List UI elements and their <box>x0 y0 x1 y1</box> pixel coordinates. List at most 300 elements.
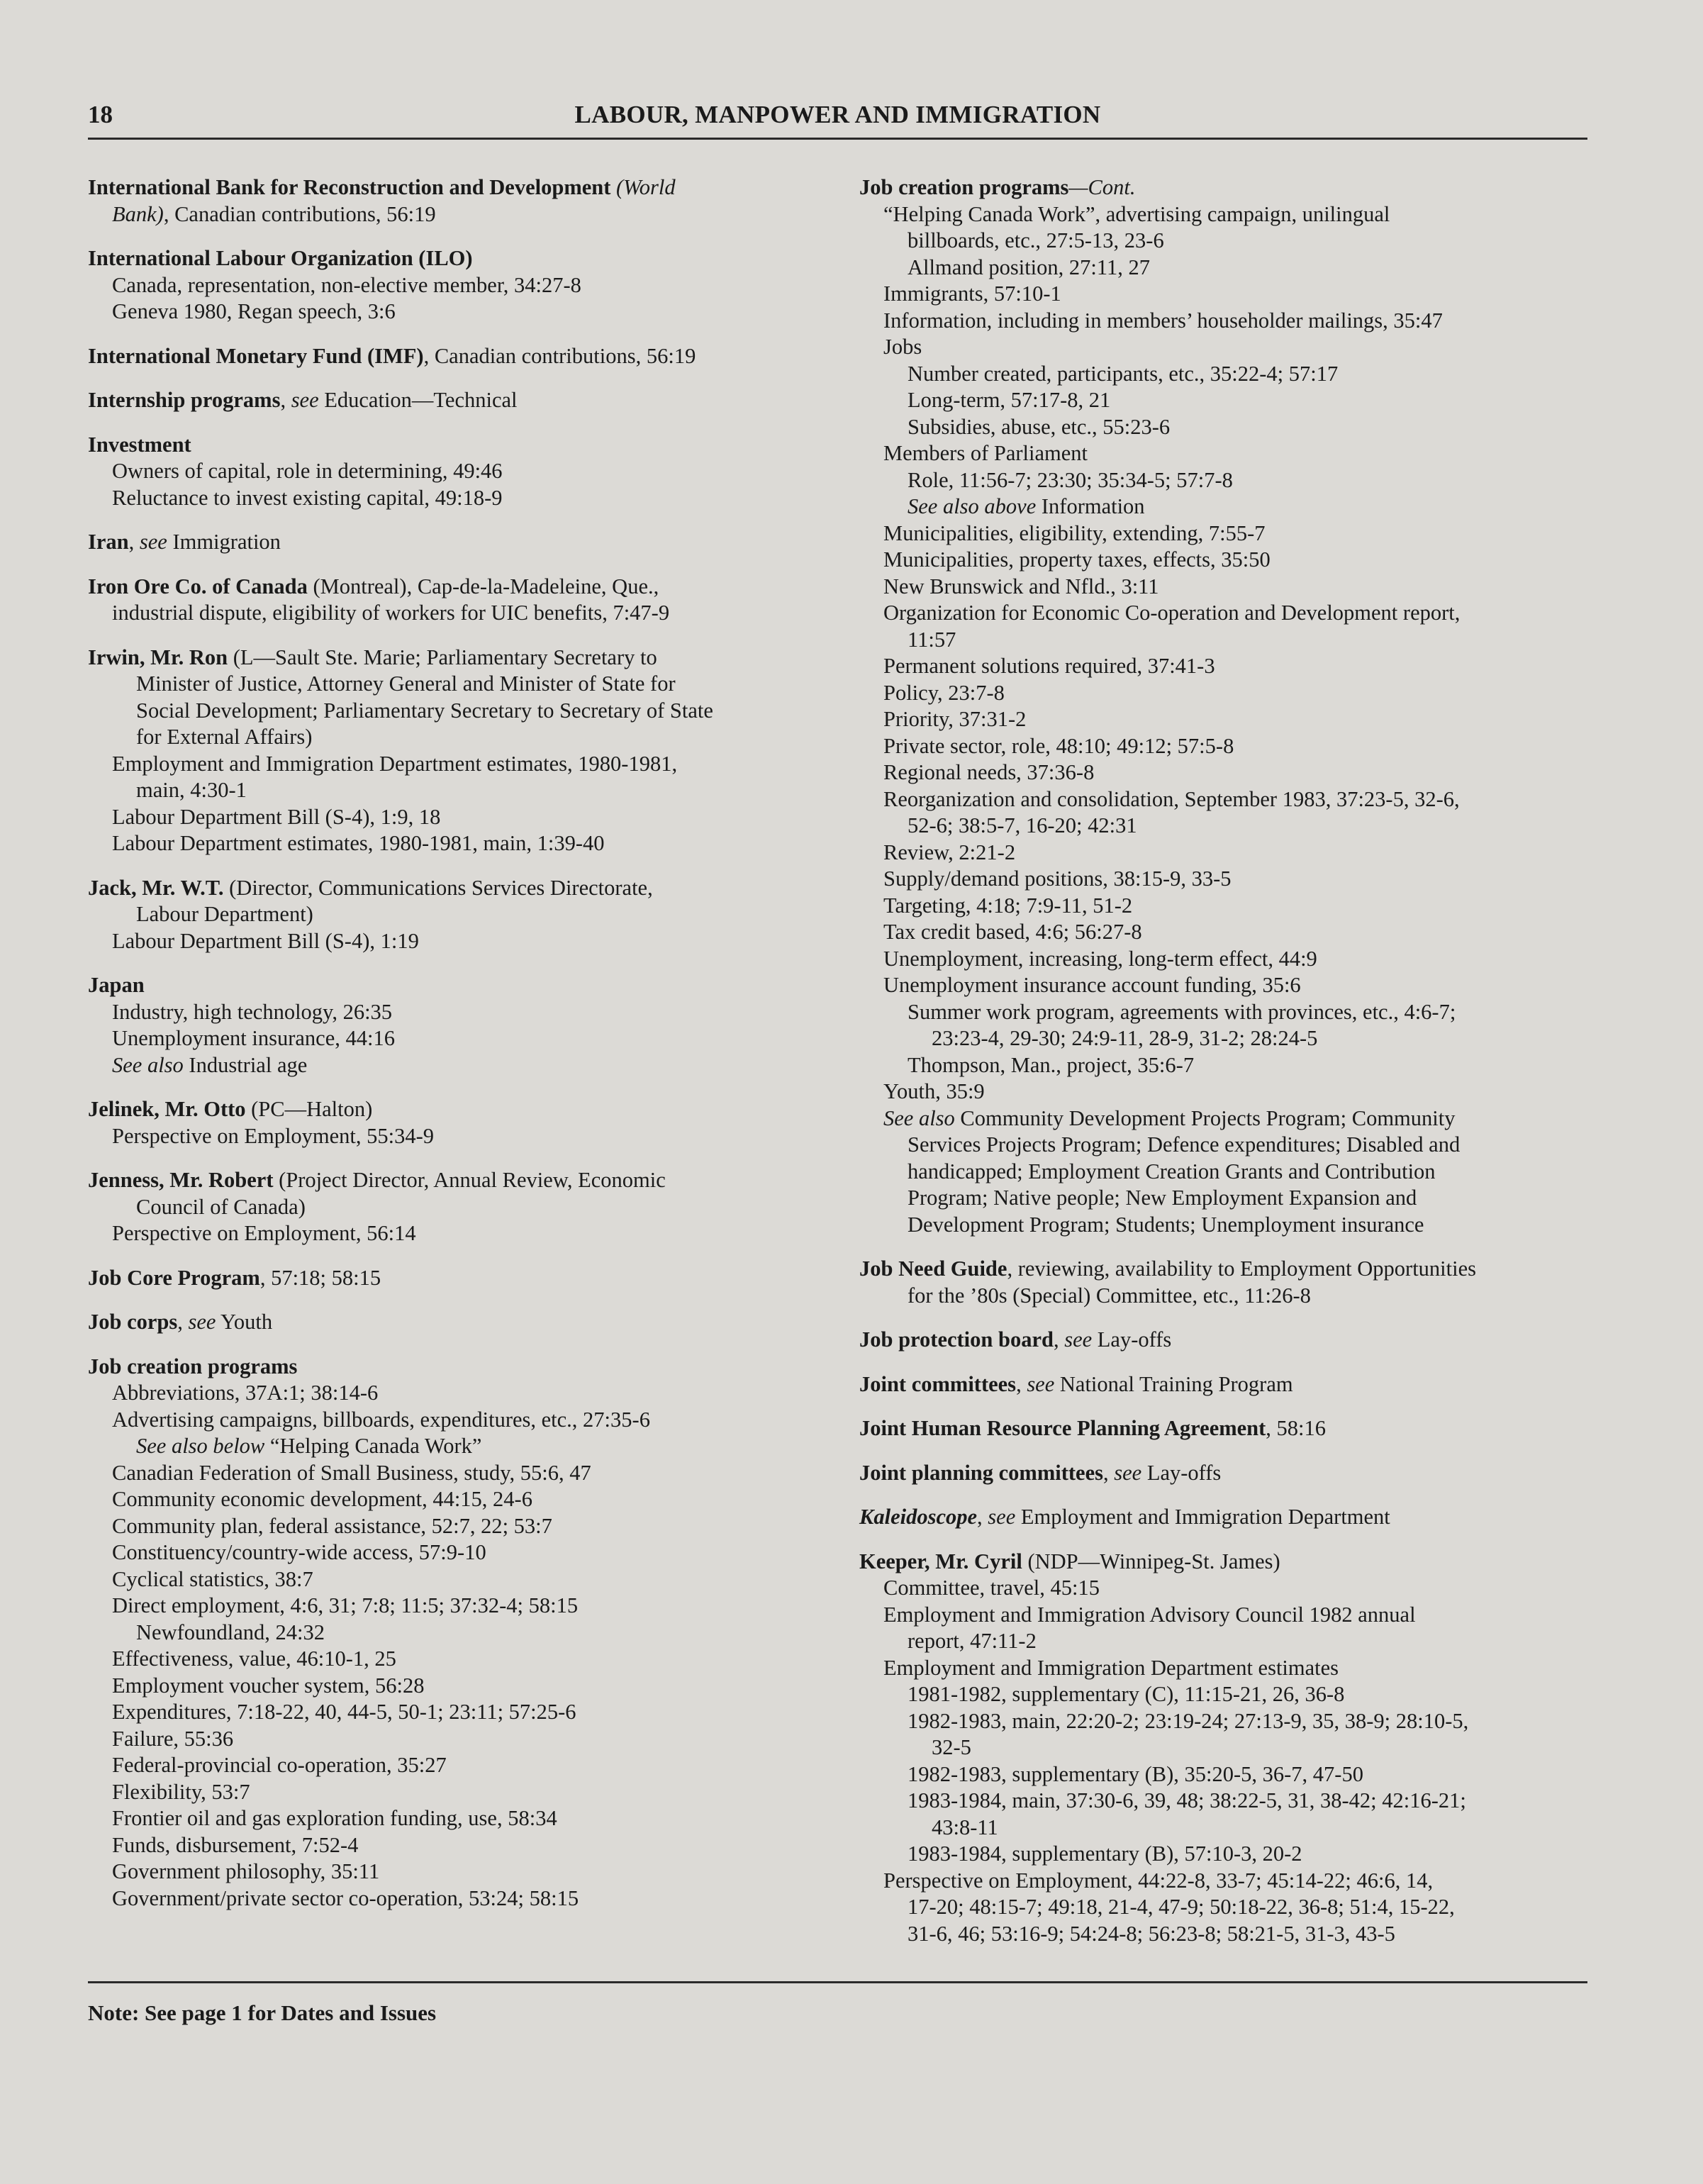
entry-cross-ref: see <box>188 1310 216 1334</box>
entry-text: Reluctance to invest existing capital, 49:18-9 <box>112 485 503 510</box>
entry-text: (PC—Halton) <box>245 1097 373 1121</box>
entry-text: , 58:16 <box>1266 1416 1327 1440</box>
entry-text: for External Affairs) <box>136 725 313 749</box>
entry-text: Owners of capital, role in determining, 49:46 <box>112 459 503 483</box>
entry-subline <box>88 1859 839 1885</box>
entry-text: Council of Canada) <box>136 1194 306 1219</box>
entry-text: , 57:18; 58:15 <box>259 1265 381 1290</box>
entry-subline <box>859 467 1590 494</box>
entry-text: Thompson, Man., project, 35:6-7 <box>908 1052 1195 1077</box>
entry-text: (Project Director, Annual Review, Economic <box>273 1168 666 1192</box>
entry-subline <box>859 946 1590 973</box>
entry-cross-ref: See also <box>112 1052 184 1077</box>
entry-subline <box>88 751 839 778</box>
entry-subline <box>88 1123 839 1150</box>
entry-term: Job Core Program <box>88 1265 260 1290</box>
entry-subline <box>859 1079 1590 1105</box>
entry-text: Number created, participants, etc., 35:22-4; 57:17 <box>908 361 1339 386</box>
entry-text: 31-6, 46; 53:16-9; 54:24-8; 56:23-8; 58:21-5, 31-3, 43-5 <box>908 1921 1395 1946</box>
entry-text: , <box>280 388 291 412</box>
entry-text: 43:8-11 <box>932 1815 998 1839</box>
entry-heading-line <box>88 875 839 902</box>
index-entry <box>88 1096 839 1149</box>
page-header <box>88 98 1587 140</box>
entry-subline <box>859 201 1590 228</box>
entry-text: Canada, representation, non-elective member, 34:27-8 <box>112 272 581 297</box>
entry-term: Keeper, Mr. Cyril <box>859 1549 1022 1573</box>
entry-heading-line <box>88 1354 839 1381</box>
entry-subline <box>859 1868 1590 1895</box>
entry-subline <box>88 1699 839 1726</box>
entry-term: Job Need Guide <box>859 1257 1007 1281</box>
entry-text: report, 47:11-2 <box>908 1629 1037 1653</box>
entry-subline <box>88 1805 839 1832</box>
entry-subline <box>88 299 839 325</box>
entry-text: Priority, 37:31-2 <box>883 707 1027 731</box>
entry-heading-line <box>88 1309 839 1336</box>
entry-text: “Helping Canada Work” <box>264 1434 482 1458</box>
entry-cross-ref: See also below <box>136 1434 265 1458</box>
entry-subline <box>859 334 1590 361</box>
entry-subline <box>88 1726 839 1753</box>
entry-text: National Training Program <box>1054 1371 1293 1396</box>
entry-heading-line <box>88 574 839 601</box>
entry-text: , Canadian contributions, 56:19 <box>163 201 436 226</box>
entry-text: Employment and Immigration Department estimates <box>883 1655 1339 1680</box>
entry-text: Services Projects Program; Defence expenditures; Disabled and <box>908 1132 1461 1157</box>
entry-text: , reviewing, availability to Employment Opportunities <box>1007 1257 1476 1281</box>
entry-heading-line <box>88 432 839 459</box>
entry-subline <box>859 1734 1590 1761</box>
page-title: LABOUR, MANPOWER AND IMMIGRATION <box>574 101 1101 128</box>
entry-subline <box>859 1052 1590 1079</box>
entry-text: Labour Department) <box>136 902 313 926</box>
entry-subline <box>88 999 839 1026</box>
entry-text: 1982-1983, supplementary (B), 35:20-5, 36-7, 47-50 <box>908 1761 1363 1786</box>
entry-text: Constituency/country-wide access, 57:9-10 <box>112 1540 486 1564</box>
entry-term: Joint committees <box>859 1371 1017 1396</box>
entry-text: Geneva 1980, Regan speech, 3:6 <box>112 299 396 323</box>
entry-subline <box>859 547 1590 574</box>
entry-subline <box>859 1681 1590 1708</box>
entry-text: Subsidies, abuse, etc., 55:23-6 <box>908 414 1171 439</box>
index-entry <box>88 245 839 325</box>
entry-subline <box>859 1602 1590 1629</box>
entry-text: Reorganization and consolidation, September 1983, 37:23-5, 32-6, <box>883 786 1460 811</box>
entry-subline <box>859 1159 1590 1186</box>
entry-text: Direct employment, 4:6, 31; 7:8; 11:5; 37:32-4; 58:15 <box>112 1593 579 1617</box>
entry-text: Abbreviations, 37A:1; 38:14-6 <box>112 1381 379 1405</box>
entry-subline <box>859 1185 1590 1212</box>
entry-text: Perspective on Employment, 44:22-8, 33-7; 45:14-22; 46:6, 14, <box>883 1868 1434 1893</box>
entry-text: Frontier oil and gas exploration funding, use, 58:34 <box>112 1806 557 1830</box>
entry-cross-ref: (World <box>616 175 676 199</box>
entry-text: (L—Sault Ste. Marie; Parliamentary Secretary to <box>228 645 657 669</box>
entry-subline <box>859 1212 1590 1239</box>
entry-subline <box>859 494 1590 520</box>
entry-subline <box>88 1460 839 1487</box>
entry-text: Unemployment insurance, 44:16 <box>112 1026 395 1050</box>
entry-subline <box>88 1620 839 1647</box>
entry-heading-line <box>88 972 839 999</box>
entry-subline <box>88 1486 839 1513</box>
entry-text: Minister of Justice, Attorney General and Minister of State for <box>136 672 676 696</box>
entry-text: , <box>1053 1327 1065 1352</box>
index-entry <box>88 1309 839 1336</box>
entry-cross-ref: see <box>988 1505 1016 1529</box>
entry-subline <box>859 1628 1590 1655</box>
entry-text: 17-20; 48:15-7; 49:18, 21-4, 47-9; 50:18-22, 36-8; 51:4, 15-22, <box>908 1895 1455 1919</box>
entry-text: Flexibility, 53:7 <box>112 1779 250 1804</box>
entry-text: Organization for Economic Co-operation and Development report, <box>883 601 1461 625</box>
entry-text: Effectiveness, value, 46:10-1, 25 <box>112 1647 396 1671</box>
index-entry <box>88 343 839 370</box>
entry-text: Perspective on Employment, 55:34-9 <box>112 1123 435 1148</box>
entry-term: Iron Ore Co. of Canada <box>88 574 308 598</box>
index-entry <box>88 1354 839 1912</box>
index-entry <box>859 1256 1590 1309</box>
entry-text: Youth <box>216 1310 273 1334</box>
entry-subline <box>859 1575 1590 1602</box>
entry-subline <box>859 1761 1590 1788</box>
entry-text: , <box>177 1310 189 1334</box>
entry-text: Supply/demand positions, 38:15-9, 33-5 <box>883 867 1232 891</box>
entry-subline <box>859 1841 1590 1868</box>
entry-heading-line <box>859 1415 1590 1442</box>
entry-text: , Canadian contributions, 56:19 <box>423 343 696 368</box>
entry-text: 11:57 <box>908 627 956 652</box>
entry-text: , <box>1102 1460 1115 1485</box>
entry-subline <box>859 361 1590 388</box>
page-footer <box>88 1981 1587 2026</box>
entry-text: Long-term, 57:17-8, 21 <box>908 388 1111 412</box>
entry-term: International Bank for Reconstruction and Development <box>88 175 617 199</box>
entry-term: Investment <box>88 432 191 457</box>
entry-subline <box>88 1194 839 1221</box>
entry-text: Information <box>1036 494 1145 518</box>
entry-subline <box>88 485 839 512</box>
index-entry <box>859 1327 1590 1354</box>
entry-heading-line <box>859 1256 1590 1283</box>
entry-term: Joint Human Resource Planning Agreement <box>859 1416 1266 1440</box>
entry-text: Employment and Immigration Advisory Council 1982 annual <box>883 1602 1416 1627</box>
entry-heading-line <box>88 529 839 556</box>
entry-subline <box>88 1025 839 1052</box>
entry-cross-ref: Bank) <box>112 201 164 226</box>
entry-text: Federal-provincial co-operation, 35:27 <box>112 1753 447 1777</box>
entry-text: Canadian Federation of Small Business, study, 55:6, 47 <box>112 1460 591 1485</box>
entry-term: Job corps <box>88 1310 178 1334</box>
entry-text: Review, 2:21-2 <box>883 840 1016 864</box>
entry-subline <box>88 201 839 228</box>
entry-subline <box>88 1646 839 1673</box>
entry-subline <box>859 228 1590 255</box>
entry-subline <box>859 653 1590 680</box>
entry-subline <box>88 458 839 485</box>
index-entry <box>859 1549 1590 1948</box>
entry-term: Joint planning committees <box>859 1460 1103 1485</box>
entry-text: Education—Technical <box>318 388 518 412</box>
entry-cross-ref: see <box>139 530 167 554</box>
entry-term: Jenness, Mr. Robert <box>88 1168 274 1192</box>
index-entry <box>859 1415 1590 1442</box>
entry-text: , <box>1016 1371 1027 1396</box>
entry-subline <box>88 928 839 955</box>
entry-subline <box>859 1105 1590 1132</box>
entry-term: Kaleidoscope <box>859 1505 978 1529</box>
entry-term: Jelinek, Mr. Otto <box>88 1097 246 1121</box>
entry-text: Industry, high technology, 26:35 <box>112 999 393 1024</box>
entry-cross-ref: see <box>1064 1327 1093 1352</box>
index-entry <box>859 174 1590 1238</box>
entry-subline <box>859 893 1590 920</box>
entry-subline <box>859 1788 1590 1815</box>
entry-subline <box>88 1513 839 1540</box>
entry-text: Immigrants, 57:10-1 <box>883 282 1061 306</box>
entry-text: Information, including in members’ householder mailings, 35:47 <box>883 308 1443 333</box>
entry-subline <box>88 1407 839 1434</box>
entry-subline <box>859 1815 1590 1842</box>
entry-text: Labour Department Bill (S-4), 1:9, 18 <box>112 804 441 829</box>
entry-text: Development Program; Students; Unemployment insurance <box>908 1212 1424 1237</box>
entry-subline <box>88 1380 839 1407</box>
entry-term: Iran <box>88 530 129 554</box>
entry-text: Newfoundland, 24:32 <box>136 1620 325 1644</box>
entry-text: Members of Parliament <box>883 441 1088 465</box>
entry-text: Government philosophy, 35:11 <box>112 1859 380 1883</box>
entry-text: Community Development Projects Program; Community <box>954 1105 1456 1130</box>
entry-text: , <box>128 530 140 554</box>
index-column-right <box>859 174 1590 1965</box>
entry-text: Employment and Immigration Department estimates, 1980-1981, <box>112 751 678 776</box>
entry-heading-line <box>859 1460 1590 1487</box>
entry-subline <box>88 1052 839 1079</box>
entry-term: Jack, Mr. W.T. <box>88 875 224 900</box>
entry-subline <box>859 866 1590 893</box>
entry-subline <box>88 804 839 831</box>
entry-cross-ref: —Cont. <box>1068 175 1136 199</box>
entry-subline <box>859 281 1590 308</box>
entry-heading-line <box>859 1549 1590 1576</box>
index-entry <box>88 1265 839 1292</box>
page-number: 18 <box>88 101 113 128</box>
entry-subline <box>88 1885 839 1912</box>
entry-subline <box>88 777 839 804</box>
entry-term: International Labour Organization (ILO) <box>88 246 473 270</box>
entry-text: Regional needs, 37:36-8 <box>883 760 1095 784</box>
entry-text: Labour Department estimates, 1980-1981, main, 1:39-40 <box>112 831 605 855</box>
entry-subline <box>859 1708 1590 1735</box>
entry-text: 1981-1982, supplementary (C), 11:15-21, 26, 36-8 <box>908 1682 1345 1706</box>
index-entry <box>88 529 839 556</box>
entry-text: handicapped; Employment Creation Grants and Contribution <box>908 1159 1436 1183</box>
entry-heading-line <box>88 1265 839 1292</box>
entry-subline <box>859 972 1590 999</box>
entry-subline <box>859 999 1590 1026</box>
entry-text: Lay-offs <box>1092 1327 1172 1352</box>
entry-subline <box>859 1921 1590 1948</box>
index-entry <box>88 387 839 414</box>
entry-subline <box>88 698 839 725</box>
entry-term: Internship programs <box>88 388 281 412</box>
entry-text: Permanent solutions required, 37:41-3 <box>883 654 1215 678</box>
entry-subline <box>859 706 1590 733</box>
entry-text: Targeting, 4:18; 7:9-11, 51-2 <box>883 893 1133 918</box>
entry-text: Role, 11:56-7; 23:30; 35:34-5; 57:7-8 <box>908 467 1233 492</box>
entry-subline <box>859 414 1590 441</box>
entry-term: Job creation programs <box>859 175 1069 199</box>
entry-text: Allmand position, 27:11, 27 <box>908 255 1150 279</box>
entry-subline <box>859 680 1590 707</box>
entry-text: “Helping Canada Work”, advertising campaign, unilingual <box>883 201 1390 226</box>
entry-text: Social Development; Parliamentary Secretary to Secretary of State <box>136 698 713 723</box>
entry-text: Employment and Immigration Department <box>1015 1505 1390 1529</box>
entry-heading-line <box>859 1327 1590 1354</box>
entry-text: Cyclical statistics, 38:7 <box>112 1566 313 1591</box>
entry-text: Community plan, federal assistance, 52:7, 22; 53:7 <box>112 1513 552 1538</box>
entry-subline <box>88 1752 839 1779</box>
entry-heading-line <box>88 343 839 370</box>
entry-text: Industrial age <box>183 1052 308 1077</box>
index-entry <box>859 1460 1590 1487</box>
entry-subline <box>88 600 839 627</box>
entry-subline <box>88 1539 839 1566</box>
entry-text: 1982-1983, main, 22:20-2; 23:19-24; 27:13-9, 35, 38-9; 28:10-5, <box>908 1708 1469 1733</box>
entry-heading-line <box>88 245 839 272</box>
entry-term: Job creation programs <box>88 1354 298 1378</box>
entry-term: Job protection board <box>859 1327 1054 1352</box>
entry-subline <box>859 786 1590 813</box>
entry-text: Failure, 55:36 <box>112 1726 234 1751</box>
entry-text: Labour Department Bill (S-4), 1:19 <box>112 928 419 953</box>
entry-subline <box>859 1132 1590 1159</box>
entry-text: Private sector, role, 48:10; 49:12; 57:5-8 <box>883 733 1234 758</box>
entry-subline <box>859 1283 1590 1310</box>
entry-subline <box>88 724 839 751</box>
entry-text: Summer work program, agreements with provinces, etc., 4:6-7; <box>908 999 1456 1024</box>
index-entry <box>88 875 839 955</box>
entry-subline <box>88 1832 839 1859</box>
index-column-left <box>88 174 839 1929</box>
entry-cross-ref: see <box>1027 1371 1055 1396</box>
entry-term: Irwin, Mr. Ron <box>88 645 228 669</box>
entry-text: main, 4:30-1 <box>136 778 247 802</box>
entry-subline <box>859 387 1590 414</box>
entry-text: Tax credit based, 4:6; 56:27-8 <box>883 920 1142 944</box>
entry-subline <box>859 1655 1590 1682</box>
entry-heading-line <box>859 174 1590 201</box>
entry-subline <box>859 759 1590 786</box>
entry-subline <box>859 1025 1590 1052</box>
entry-text: Expenditures, 7:18-22, 40, 44-5, 50-1; 23:11; 57:25-6 <box>112 1700 576 1724</box>
index-entry <box>88 174 839 228</box>
entry-heading-line <box>859 1504 1590 1531</box>
entry-text: Perspective on Employment, 56:14 <box>112 1221 416 1245</box>
index-entry <box>88 574 839 627</box>
entry-text: Unemployment insurance account funding, 35:6 <box>883 973 1301 997</box>
entry-term: Japan <box>88 973 145 997</box>
entry-subline <box>859 733 1590 760</box>
entry-subline <box>88 1673 839 1700</box>
index-entry <box>88 432 839 512</box>
entry-subline <box>859 840 1590 867</box>
entry-subline <box>859 520 1590 547</box>
index-entry <box>88 645 839 857</box>
entry-text: Policy, 23:7-8 <box>883 680 1005 705</box>
entry-text: 1983-1984, main, 37:30-6, 39, 48; 38:22-5, 31, 38-42; 42:16-21; <box>908 1788 1466 1812</box>
entry-subline <box>859 255 1590 282</box>
footer-note: Note: See page 1 for Dates and Issues <box>88 2000 437 2025</box>
entry-text: Jobs <box>883 335 922 359</box>
entry-heading-line <box>88 1167 839 1194</box>
entry-subline <box>88 1593 839 1620</box>
entry-text: industrial dispute, eligibility of workers for UIC benefits, 7:47-9 <box>112 601 670 625</box>
entry-subline <box>859 574 1590 601</box>
entry-subline <box>88 671 839 698</box>
entry-subline <box>88 1220 839 1247</box>
entry-heading-line <box>88 645 839 672</box>
index-entry <box>88 972 839 1079</box>
entry-text: Committee, travel, 45:15 <box>883 1576 1100 1600</box>
entry-heading-line <box>859 1371 1590 1398</box>
entry-cross-ref: See also above <box>908 494 1037 518</box>
entry-subline <box>859 813 1590 840</box>
entry-heading-line <box>88 174 839 201</box>
entry-subline <box>88 1566 839 1593</box>
entry-text: Municipalities, eligibility, extending, 7:55-7 <box>883 520 1266 545</box>
entry-subline <box>859 627 1590 654</box>
entry-text: Program; Native people; New Employment Expansion and <box>908 1186 1417 1210</box>
entry-subline <box>88 830 839 857</box>
entry-subline <box>88 1779 839 1806</box>
entry-subline <box>859 440 1590 467</box>
entry-text: Community economic development, 44:15, 24-6 <box>112 1487 532 1511</box>
entry-subline <box>859 600 1590 627</box>
entry-text: , <box>977 1505 988 1529</box>
index-entry <box>859 1371 1590 1398</box>
entry-text: 32-5 <box>932 1735 971 1759</box>
entry-text: Immigration <box>167 530 281 554</box>
entry-text: Funds, disbursement, 7:52-4 <box>112 1832 359 1857</box>
entry-text: (Montreal), Cap-de-la-Madeleine, Que., <box>307 574 659 598</box>
entry-text: New Brunswick and Nfld., 3:11 <box>883 574 1159 598</box>
entry-text: Government/private sector co-operation, 53:24; 58:15 <box>112 1885 579 1910</box>
entry-text: 1983-1984, supplementary (B), 57:10-3, 20-2 <box>908 1842 1302 1866</box>
entry-cross-ref: see <box>291 388 319 412</box>
entry-text: Employment voucher system, 56:28 <box>112 1673 425 1698</box>
entry-text: Advertising campaigns, billboards, expenditures, etc., 27:35-6 <box>112 1407 650 1432</box>
entry-text: Lay-offs <box>1141 1460 1222 1485</box>
entry-cross-ref: see <box>1114 1460 1142 1485</box>
entry-text: Unemployment, increasing, long-term effect, 44:9 <box>883 946 1317 971</box>
entry-term: International Monetary Fund (IMF) <box>88 343 424 368</box>
entry-text: for the ’80s (Special) Committee, etc., 11:26-8 <box>908 1283 1311 1308</box>
entry-text: 23:23-4, 29-30; 24:9-11, 28-9, 31-2; 28:24-5 <box>932 1026 1318 1050</box>
entry-text: (Director, Communications Services Directorate, <box>223 875 653 900</box>
index-entry <box>859 1504 1590 1531</box>
entry-subline <box>88 272 839 299</box>
index-entry <box>88 1167 839 1247</box>
entry-heading-line <box>88 387 839 414</box>
entry-text: 52-6; 38:5-7, 16-20; 42:31 <box>908 813 1137 837</box>
entry-subline <box>88 901 839 928</box>
entry-text: billboards, etc., 27:5-13, 23-6 <box>908 228 1164 252</box>
entry-subline <box>859 308 1590 335</box>
entry-text: Municipalities, property taxes, effects, 35:50 <box>883 547 1271 572</box>
entry-cross-ref: See also <box>883 1105 955 1130</box>
entry-heading-line <box>88 1096 839 1123</box>
entry-subline <box>859 1894 1590 1921</box>
